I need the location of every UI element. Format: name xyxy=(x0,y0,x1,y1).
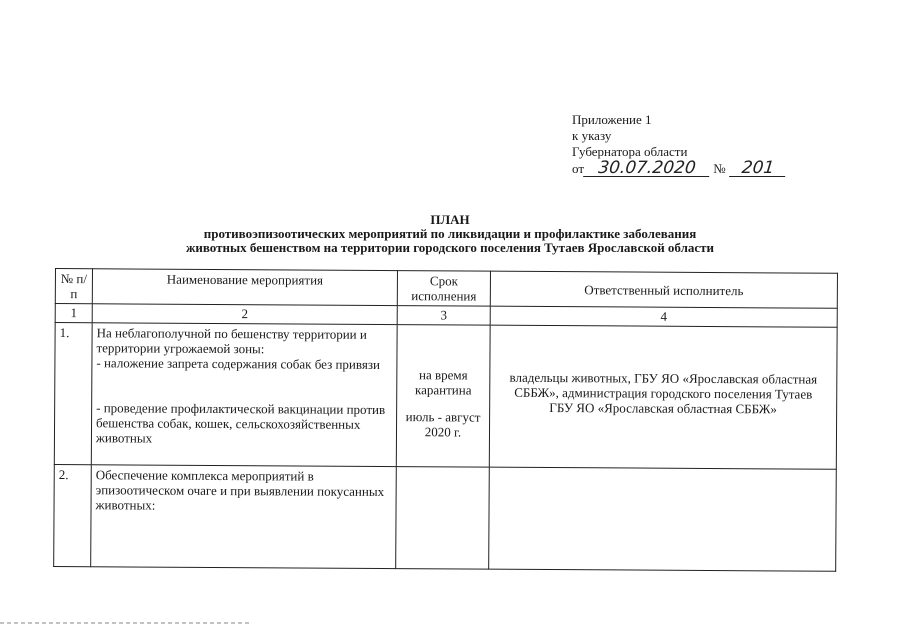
table-row xyxy=(54,464,837,571)
row-resp-2: ГБУ ЯО «Ярославская областная СББЖ» xyxy=(549,400,778,417)
appendix-line-1: Приложение 1 xyxy=(572,112,652,127)
spacer xyxy=(401,397,485,410)
header-num: № п/п xyxy=(55,269,92,304)
row-resp-1: владельцы животных, ГБУ ЯО «Ярославская областная СББЖ», администрация городского поселения Тутаев xyxy=(509,369,818,402)
date-prefix: от xyxy=(572,161,585,176)
row-resp-cell xyxy=(489,467,837,571)
row-term-2: июль - август 2020 г. xyxy=(405,409,481,440)
row-name-intro: Обеспечение комплекса мероприятий в эпизоотическом очаге и при выявлении покусанных животных: xyxy=(91,465,397,569)
index-cell: 4 xyxy=(490,306,837,327)
plan-title-line-1: противоэпизоотических мероприятий по ликвидации и профилактике заболевания xyxy=(203,226,697,241)
plan-title-line-2: животных бешенством на территории городского поселения Тутаев Ярославской области xyxy=(185,240,715,255)
row-num: 2. xyxy=(54,464,92,566)
spacer xyxy=(401,327,485,368)
number-prefix: № xyxy=(713,161,726,176)
row-term-1: на время карантина xyxy=(414,367,472,398)
handwritten-number: 201 xyxy=(729,160,787,177)
header-name: Наименование мероприятия xyxy=(92,269,397,306)
row-resp-cell xyxy=(489,325,837,469)
spacer xyxy=(96,370,392,402)
header-row xyxy=(55,269,837,309)
row-term-cell xyxy=(396,325,490,468)
spacer xyxy=(494,328,832,372)
index-cell: 3 xyxy=(397,306,490,326)
row-item-1: - наложение запрета содержания собак без привязи xyxy=(96,355,380,372)
index-cell: 2 xyxy=(92,304,397,325)
header-term: Срок исполнения xyxy=(397,271,490,307)
index-cell: 1 xyxy=(55,304,92,323)
appendix-date-line xyxy=(572,160,786,177)
row-name-intro: На неблагополучной по бешенству территории и территории угрожаемой зоны: xyxy=(96,325,367,357)
row-name-cell xyxy=(91,323,397,467)
appendix-header xyxy=(572,112,786,177)
appendix-line-3: Губернатора области xyxy=(572,144,688,159)
plan-table xyxy=(53,268,838,572)
handwritten-date: 30.07.2020 xyxy=(583,160,711,177)
plan-heading: ПЛАН xyxy=(430,212,470,227)
appendix-line-2: к указу xyxy=(572,128,612,143)
table-row xyxy=(54,323,837,470)
row-term-cell xyxy=(396,467,490,570)
header-resp: Ответственный исполнитель xyxy=(490,271,837,308)
row-item-2: - проведение профилактической вакцинации против бешенства собак, кошек, сельскохозяйственных животных xyxy=(95,400,386,446)
scan-artifact xyxy=(0,622,250,624)
row-num: 1. xyxy=(54,323,92,465)
